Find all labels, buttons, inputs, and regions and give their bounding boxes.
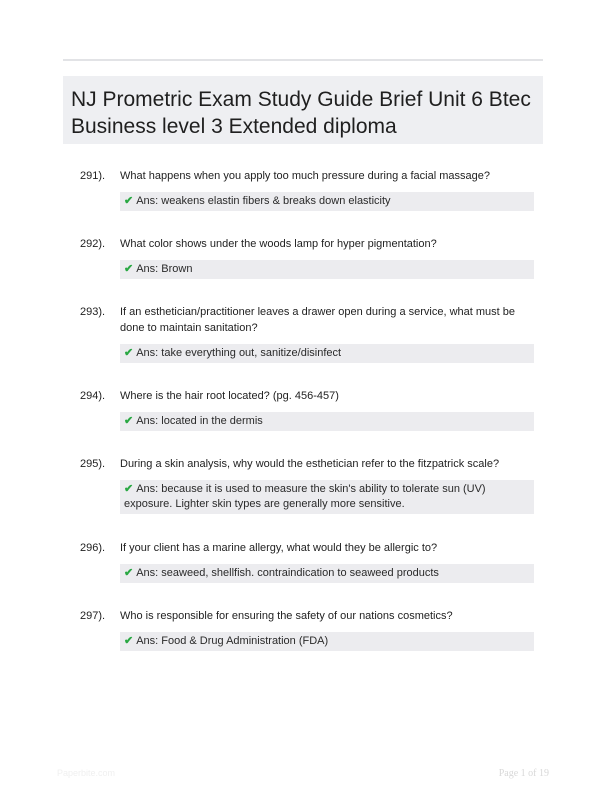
check-icon: ✔: [124, 483, 134, 495]
question-text: What color shows under the woods lamp for hyper pigmentation?: [120, 238, 437, 250]
check-icon: ✔: [124, 347, 134, 359]
question-text: If your client has a marine allergy, what would they be allergic to?: [120, 542, 438, 554]
question-text: What happens when you apply too much pressure during a facial massage?: [120, 170, 490, 182]
question-number: 295).: [80, 458, 106, 470]
check-icon: ✔: [124, 263, 134, 275]
check-icon: ✔: [124, 415, 134, 427]
qa-item-296: [80, 540, 536, 583]
answer-text: Ans: Food & Drug Administration (FDA): [136, 635, 329, 647]
answer-text: Ans: take everything out, sanitize/disinfect: [136, 347, 342, 359]
question-text: During a skin analysis, why would the esthetician refer to the fitzpatrick scale?: [120, 458, 500, 470]
answer-box: [120, 412, 534, 431]
question-text: Where is the hair root located? (pg. 456-457): [120, 390, 339, 402]
title-banner: [63, 76, 543, 144]
question-number: 292).: [80, 238, 106, 250]
answer-box: [120, 260, 534, 279]
qa-item-295: [80, 456, 536, 514]
answer-text: Ans: weakens elastin fibers & breaks down elasticity: [136, 195, 391, 207]
page-title: NJ Prometric Exam Study Guide Brief Unit 6 Btec Business level 3 Extended diploma: [71, 88, 531, 138]
answer-box: [120, 480, 534, 514]
check-icon: ✔: [124, 567, 134, 579]
question-number: 291).: [80, 170, 106, 182]
question-number: 294).: [80, 390, 106, 402]
page-indicator: Page 1 of 19: [498, 768, 549, 779]
question-number: 293).: [80, 306, 106, 318]
answer-text: Ans: located in the dermis: [136, 415, 263, 427]
answer-box: [120, 344, 534, 363]
answer-box: [120, 192, 534, 211]
qa-item-294: [80, 388, 536, 431]
answer-text: Ans: because it is used to measure the skin's ability to tolerate sun (UV) exposure. Lighter skin types are generally more sensitive.: [124, 483, 486, 510]
answer-text: Ans: seaweed, shellfish. contraindication to seaweed products: [136, 567, 439, 579]
question-number: 296).: [80, 542, 106, 554]
top-divider: [63, 59, 543, 61]
answer-box: [120, 564, 534, 583]
footer-watermark: Paperbite.com: [57, 768, 116, 778]
answer-text: Ans: Brown: [136, 263, 193, 275]
qa-item-297: [80, 608, 536, 651]
question-number: 297).: [80, 610, 106, 622]
qa-item-293: [80, 304, 536, 363]
check-icon: ✔: [124, 195, 134, 207]
check-icon: ✔: [124, 635, 134, 647]
qa-item-291: [80, 168, 536, 211]
qa-item-292: [80, 236, 536, 279]
question-text: If an esthetician/practitioner leaves a drawer open during a service, what must be done to maintain sanitation?: [120, 306, 515, 334]
question-text: Who is responsible for ensuring the safety of our nations cosmetics?: [120, 610, 453, 622]
answer-box: [120, 632, 534, 651]
